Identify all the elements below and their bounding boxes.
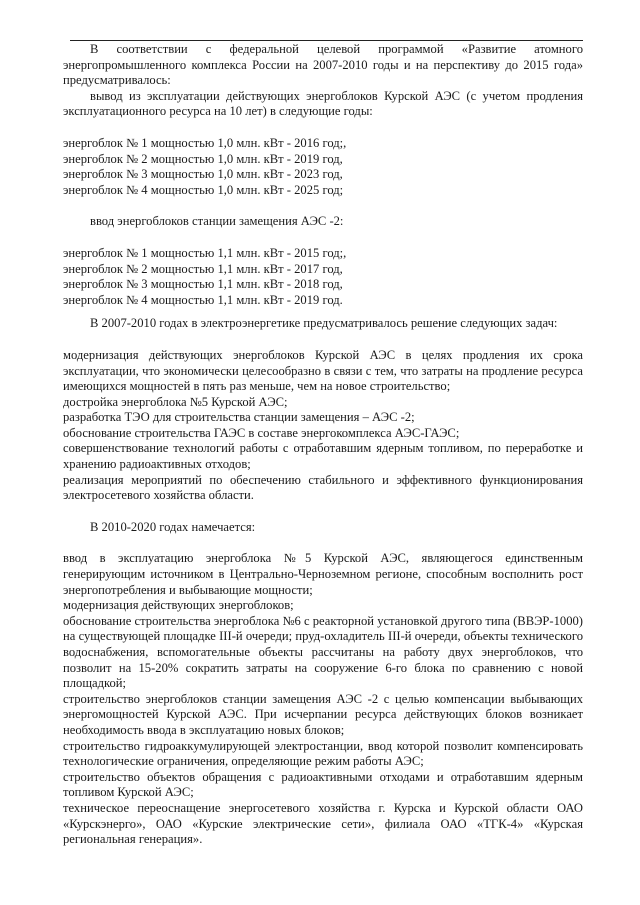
list-item: реализация мероприятий по обеспечению стабильного и эффективного функционирования электросетевого хозяйства области. <box>63 472 583 503</box>
list-item: энергоблок № 3 мощностью 1,0 млн. кВт - 2023 год, <box>63 167 343 182</box>
list-item: ввод в эксплуатацию энергоблока №5 Курской АЭС, являющегося единственным генерирующим источником в Центрально-Черноземном регионе, способным восполнить рост энергопотребления и выбывающие мощности; <box>63 551 583 597</box>
intro-paragraph: В соответствии с федеральной целевой программой «Развитие атомного энергопромышленного комплекса России на 2007-2010 годы и на перспективу до 2015 года» предусматривалось: <box>63 42 583 88</box>
list-item: энергоблок № 4 мощностью 1,0 млн. кВт - 2025 год; <box>63 182 344 197</box>
replacement-list <box>63 246 583 308</box>
list-item: совершенствование технологий работы с отработавшим ядерным топливом, по переработке и хранению радиоактивных отходов; <box>63 441 583 472</box>
list-item: разработка ТЭО для строительства станции замещения – АЭС -2; <box>63 410 415 425</box>
top-rule <box>70 40 583 41</box>
list-item: энергоблок № 2 мощностью 1,0 млн. кВт - 2019 год, <box>63 151 343 166</box>
decommission-list <box>63 136 583 198</box>
list-item: достройка энергоблока №5 Курской АЭС; <box>63 394 288 409</box>
list-item: строительство энергоблоков станции замещения АЭС -2 с целью компенсации выбывающих энергомощностей Курской АЭС. При исчерпании ресурса действующих блоков возникает необходимость ввода в эксплуатацию новых блоков; <box>63 691 583 737</box>
plans-list <box>63 551 583 847</box>
list-item: техническое переоснащение энергосетевого хозяйства г. Курска и Курской области ОАО «Курскэнерго», ОАО «Курские электрические сети», филиала ОАО «ТГК-4» «Курская региональная генерация». <box>63 800 583 847</box>
tasks-list <box>63 348 583 504</box>
list-item: энергоблок № 1 мощностью 1,1 млн. кВт - 2015 год;, <box>63 245 347 260</box>
list-item: энергоблок № 2 мощностью 1,1 млн. кВт - 2017 год, <box>63 261 343 276</box>
plans-heading: В 2010-2020 годах намечается: <box>90 519 256 534</box>
decommission-intro: вывод из эксплуатации действующих энергоблоков Курской АЭС (с учетом продления эксплуатационного ресурса на 10 лет) в следующие годы: <box>63 88 583 119</box>
document-body <box>63 42 583 848</box>
list-item: обоснование строительства энергоблока №6 с реакторной установкой другого типа (ВВЭР-1000) на существующей площадке III-й очереди; пруд-охладитель III-й очереди, объекты технического водоснабжения, вспомогательные объекты рассчитаны на работу двух энергоблоков, что позволит на 15-20% сократить затраты на сооружение 6-го блока по сравнению с новой площадкой; <box>63 613 583 691</box>
list-item: энергоблок № 4 мощностью 1,1 млн. кВт - 2019 год. <box>63 292 343 307</box>
list-item: строительство гидроаккумулирующей электростанции, ввод которой позволит компенсировать технологические ограничения, определяющие режим работы АЭС; <box>63 738 583 769</box>
replacement-heading: ввод энергоблоков станции замещения АЭС -2: <box>90 214 344 229</box>
list-item: энергоблок № 3 мощностью 1,1 млн. кВт - 2018 год, <box>63 277 343 292</box>
list-item: модернизация действующих энергоблоков Курской АЭС в целях продления их срока эксплуатации, что экономически целесообразно в связи с тем, что затраты на продление ресурса имеющихся мощностей в пять раз меньше, чем на новое строительство; <box>63 347 583 394</box>
list-item: строительство объектов обращения с радиоактивными отходами и отработавшим ядерным топливом Курской АЭС; <box>63 769 583 800</box>
list-item: обоснование строительства ГАЭС в составе энергокомплекса АЭС-ГАЭС; <box>63 425 460 440</box>
tasks-heading: В 2007-2010 годах в электроэнергетике предусматривалось решение следующих задач: <box>90 316 558 331</box>
list-item: энергоблок № 1 мощностью 1,0 млн. кВт - 2016 год;, <box>63 135 347 150</box>
list-item: модернизация действующих энергоблоков; <box>63 598 294 613</box>
